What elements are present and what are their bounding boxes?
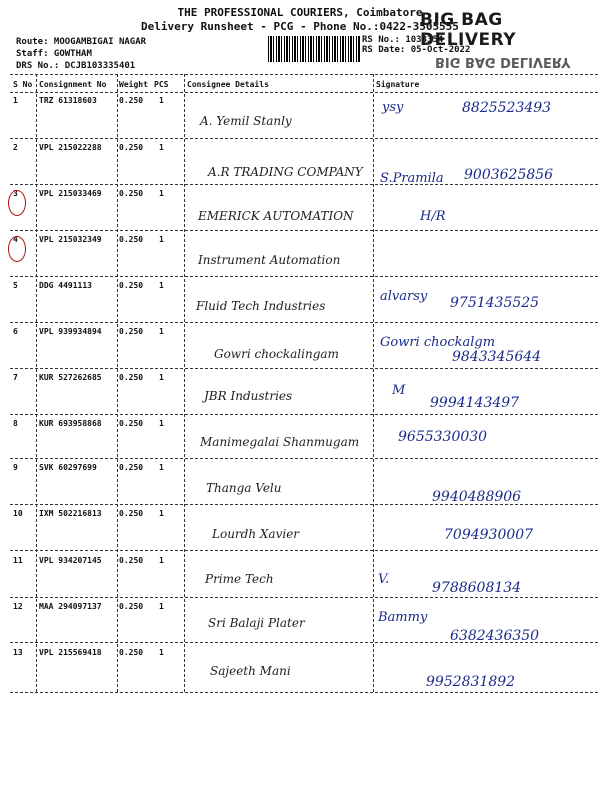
col-consignee-header: Consignee Details (187, 80, 269, 89)
route-label: Route: MOOGAMBIGAI NAGAR (16, 37, 147, 47)
row-divider (10, 414, 598, 415)
row-divider (10, 692, 598, 693)
row-serial-number: 8 (13, 419, 18, 428)
row-consignee-name: Prime Tech (205, 572, 274, 586)
row-consignee-name: Sajeeth Mani (210, 664, 291, 678)
row-serial-number: 10 (13, 509, 23, 518)
row-consignee-name: Fluid Tech Industries (196, 299, 326, 313)
row-weight: 0.250 (119, 96, 144, 105)
row-divider (10, 458, 598, 459)
document-subtitle: Delivery Runsheet - PCG - Phone No.:0422-3505555 (141, 20, 459, 33)
row-consignee-name: EMERICK AUTOMATION (198, 209, 354, 223)
table-top-rule (10, 74, 598, 75)
row-pieces: 1 (159, 648, 164, 657)
rs-date: RS Date: 05-Oct-2022 (362, 45, 471, 55)
row-divider (10, 138, 598, 139)
row-signature: Bammy (378, 610, 428, 625)
row-divider (10, 276, 598, 277)
row-consignment-number: KUR 693958868 (39, 419, 102, 428)
row-consignment-number: SVK 60297699 (39, 463, 97, 472)
row-phone-number: 9655330030 (398, 429, 488, 445)
row-divider (10, 368, 598, 369)
row-serial-number: 5 (13, 281, 18, 290)
row-serial-number: 1 (13, 96, 18, 105)
stamp-mirror-imprint: BIG BAG DELIVERY (435, 54, 571, 69)
row-signature: S.Pramila (380, 171, 444, 186)
row-phone-number: 9952831892 (426, 674, 516, 690)
row-weight: 0.250 (119, 235, 144, 244)
row-divider (10, 642, 598, 643)
row-signature: M (392, 383, 406, 398)
barcode (268, 36, 360, 62)
red-circle-mark (8, 190, 26, 216)
row-consignee-name: Thanga Velu (206, 481, 282, 495)
row-divider (10, 597, 598, 598)
row-consignment-number: VPL 215033469 (39, 189, 102, 198)
col-sno-header: S No (13, 80, 33, 89)
col-consignment-header: Consignment No (39, 80, 107, 89)
col-weight-header: Weight (119, 80, 148, 89)
row-pieces: 1 (159, 373, 164, 382)
col-pcs-header: PCS (154, 80, 169, 89)
row-serial-number: 2 (13, 143, 18, 152)
row-consignee-name: Gowri chockalingam (214, 347, 339, 361)
row-signature: H/R (420, 209, 446, 224)
column-divider (373, 74, 374, 692)
row-pieces: 1 (159, 281, 164, 290)
row-pieces: 1 (159, 235, 164, 244)
staff-label: Staff: GOWTHAM (16, 49, 92, 59)
row-weight: 0.250 (119, 327, 144, 336)
drs-label: DRS No.: DCJB103335401 (16, 61, 136, 71)
column-divider (117, 74, 118, 692)
row-consignment-number: IXM 502216813 (39, 509, 102, 518)
row-phone-number: 9751435525 (450, 295, 540, 311)
row-consignment-number: DDG 4491113 (39, 281, 92, 290)
row-phone-number: 8825523493 (462, 100, 552, 116)
red-circle-mark (8, 236, 26, 262)
row-serial-number: 3 (13, 189, 18, 198)
row-phone-number: 6382436350 (450, 628, 540, 644)
row-pieces: 1 (159, 143, 164, 152)
row-weight: 0.250 (119, 373, 144, 382)
row-signature: V. (378, 572, 390, 587)
row-pieces: 1 (159, 556, 164, 565)
column-divider (36, 74, 37, 692)
row-consignee-name: Sri Balaji Plater (208, 616, 305, 630)
row-consignment-number: MAA 294097137 (39, 602, 102, 611)
row-phone-number: 9843345644 (452, 349, 542, 365)
column-divider (184, 74, 185, 692)
row-pieces: 1 (159, 189, 164, 198)
row-pieces: 1 (159, 327, 164, 336)
row-consignee-name: A.R TRADING COMPANY (208, 165, 363, 179)
row-weight: 0.250 (119, 463, 144, 472)
row-signature: alvarsy (380, 289, 428, 304)
row-serial-number: 4 (13, 235, 18, 244)
row-pieces: 1 (159, 419, 164, 428)
row-consignment-number: TRZ 61318603 (39, 96, 97, 105)
row-divider (10, 184, 598, 185)
row-signature: ysy (382, 100, 404, 115)
row-pieces: 1 (159, 509, 164, 518)
row-phone-number: 9003625856 (464, 167, 554, 183)
row-weight: 0.250 (119, 143, 144, 152)
row-weight: 0.250 (119, 509, 144, 518)
header-bottom-rule (10, 92, 598, 93)
row-serial-number: 9 (13, 463, 18, 472)
row-weight: 0.250 (119, 556, 144, 565)
row-pieces: 1 (159, 463, 164, 472)
row-phone-number: 9788608134 (432, 580, 522, 596)
row-serial-number: 11 (13, 556, 23, 565)
row-serial-number: 7 (13, 373, 18, 382)
row-phone-number: 9940488906 (432, 489, 522, 505)
row-consignee-name: A. Yemil Stanly (200, 114, 292, 128)
row-phone-number: 7094930007 (444, 527, 534, 543)
row-consignee-name: Lourdh Xavier (212, 527, 300, 541)
row-consignment-number: KUR 527262685 (39, 373, 102, 382)
row-phone-number: 9994143497 (430, 395, 520, 411)
row-weight: 0.250 (119, 602, 144, 611)
row-divider (10, 230, 598, 231)
row-weight: 0.250 (119, 281, 144, 290)
row-divider (10, 550, 598, 551)
row-consignment-number: VPL 939934894 (39, 327, 102, 336)
row-pieces: 1 (159, 602, 164, 611)
row-consignment-number: VPL 215022288 (39, 143, 102, 152)
big-bag-delivery-stamp: BIG BAG DELIVERY (420, 10, 517, 50)
row-weight: 0.250 (119, 189, 144, 198)
row-signature: Gowri chockalgm (380, 335, 496, 350)
col-signature-header: Signature (376, 80, 420, 89)
row-weight: 0.250 (119, 419, 144, 428)
row-serial-number: 6 (13, 327, 18, 336)
rs-number: RS No.: 1033354 (362, 35, 444, 45)
row-serial-number: 13 (13, 648, 23, 657)
row-serial-number: 12 (13, 602, 23, 611)
row-divider (10, 504, 598, 505)
row-consignment-number: VPL 215569418 (39, 648, 102, 657)
row-consignee-name: Instrument Automation (198, 253, 341, 267)
row-consignee-name: Manimegalai Shanmugam (200, 435, 360, 449)
row-consignment-number: VPL 215032349 (39, 235, 102, 244)
document-title: THE PROFESSIONAL COURIERS, Coimbatore (177, 6, 423, 19)
row-weight: 0.250 (119, 648, 144, 657)
row-consignee-name: JBR Industries (204, 389, 293, 403)
row-consignment-number: VPL 934207145 (39, 556, 102, 565)
row-pieces: 1 (159, 96, 164, 105)
row-divider (10, 322, 598, 323)
